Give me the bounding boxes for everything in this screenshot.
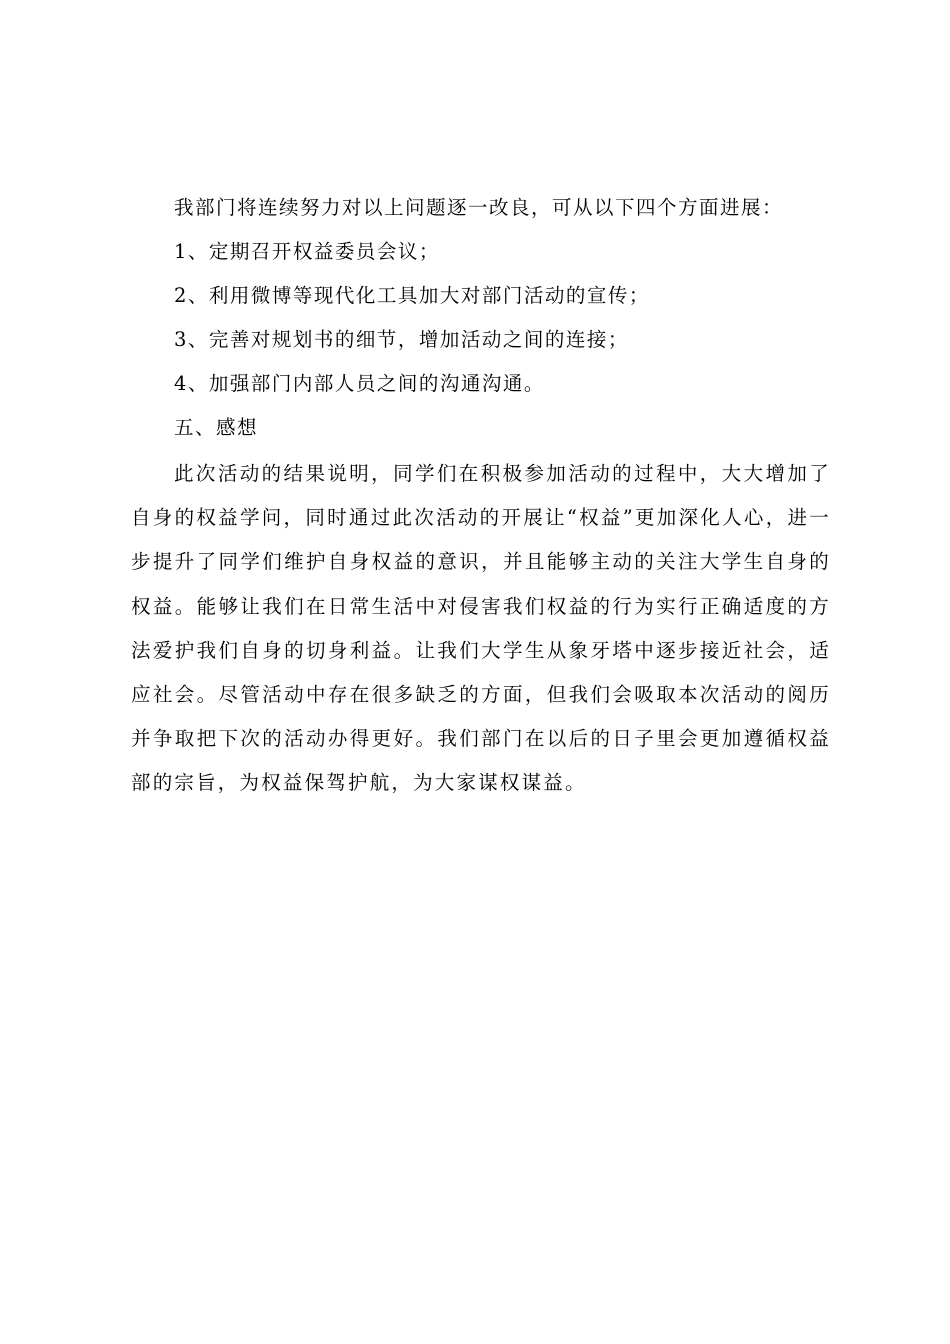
section-heading: 五、感想 bbox=[174, 416, 259, 439]
improvement-item-3: 3、完善对规划书的细节，增加活动之间的连接； bbox=[174, 328, 629, 351]
improvement-item-1: 1、定期召开权益委员会议； bbox=[174, 240, 440, 263]
improvement-item-4: 4、加强部门内部人员之间的沟通沟通。 bbox=[174, 372, 545, 395]
reflection-paragraph: 此次活动的结果说明，同学们在积极参加活动的过程中，大大增加了自身的权益学问，同时通过此次活动的开展让“权益”更加深化人心，进一步提升了同学们维护自身权益的意识，并且能够主动的关注大学生自身的权益。能够让我们在日常生活中对侵害我们权益的行为实行正确适度的方法爱护我们自身的切身利益。让我们大学生从象牙塔中逐步接近社会，适应社会。尽管活动中存在很多缺乏的方面，但我们会吸取本次活动的阅历并争取把下次的活动办得更好。我们部门在以后的日子里会更加遵循权益部的宗旨，为权益保驾护航，为大家谋权谋益。 bbox=[131, 462, 831, 795]
improvement-item-2: 2、利用微博等现代化工具加大对部门活动的宣传； bbox=[174, 284, 650, 307]
document-body bbox=[131, 186, 831, 806]
intro-paragraph: 我部门将连续努力对以上问题逐一改良，可从以下四个方面进展： bbox=[174, 196, 784, 219]
